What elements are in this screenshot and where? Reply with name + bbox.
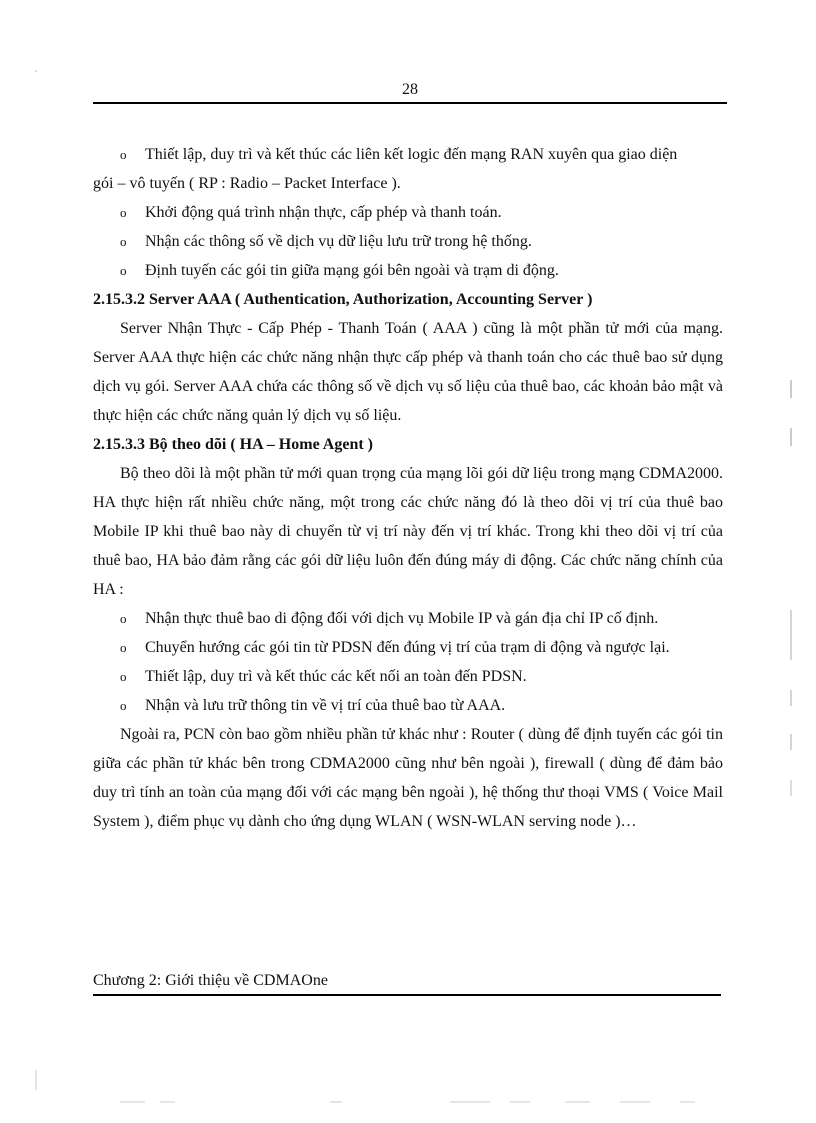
bullet-text-continuation: gói – vô tuyến ( RP : Radio – Packet Interface ). — [93, 175, 401, 192]
bullet-item — [93, 256, 723, 285]
paragraph-aaa: Server Nhận Thực - Cấp Phép - Thanh Toán ( AAA ) cũng là một phần tử mới của mạng. Server AAA thực hiện các chức năng nhận thực cấp phép và thanh toán cho các thuê bao sử dụng dịch vụ gói. Server AAA chứa các thông số về dịch vụ số liệu của thuê bao, các khoản bảo mật và thực hiện các chức năng quản lý dịch vụ số liệu. — [93, 320, 723, 424]
bullet-marker: o — [120, 669, 127, 684]
bullet-text: Chuyển hướng các gói tin từ PDSN đến đúng vị trí của trạm di động và ngược lại. — [145, 639, 670, 656]
bullet-item — [93, 227, 723, 256]
bullet-marker: o — [120, 640, 127, 655]
footer-rule — [93, 994, 721, 996]
bullet-item — [93, 198, 723, 227]
bullet-item — [93, 633, 723, 662]
bullet-marker: o — [120, 147, 127, 162]
bullet-text: Nhận các thông số về dịch vụ dữ liệu lưu trữ trong hệ thống. — [145, 233, 532, 250]
section-heading-ha: 2.15.3.3 Bộ theo dõi ( HA – Home Agent ) — [93, 436, 373, 453]
bullet-text: Thiết lập, duy trì và kết thúc các kết nối an toàn đến PDSN. — [145, 668, 527, 685]
bullet-marker: o — [120, 234, 127, 249]
bullet-item — [93, 604, 723, 633]
bullet-item — [93, 140, 723, 198]
footer-chapter-label: Chương 2: Giới thiệu về CDMAOne — [93, 972, 328, 989]
bullet-text: Khởi động quá trình nhận thực, cấp phép và thanh toán. — [145, 204, 502, 221]
bullet-text: Thiết lập, duy trì và kết thúc các liên kết logic đến mạng RAN xuyên qua giao diện — [145, 146, 678, 163]
bullet-marker: o — [120, 263, 127, 278]
header-rule — [93, 102, 727, 104]
bullet-marker: o — [120, 611, 127, 626]
bullet-text: Nhận và lưu trữ thông tin về vị trí của thuê bao từ AAA. — [145, 697, 506, 714]
bullet-item — [93, 691, 723, 720]
section-heading-aaa: 2.15.3.2 Server AAA ( Authentication, Authorization, Accounting Server ) — [93, 291, 593, 308]
bullet-text: Định tuyến các gói tin giữa mạng gói bên ngoài và trạm di động. — [145, 262, 559, 279]
bullet-item — [93, 662, 723, 691]
bullet-marker: o — [120, 698, 127, 713]
bullet-text: Nhận thực thuê bao di động đối với dịch vụ Mobile IP và gán địa chỉ IP cố định. — [145, 610, 659, 627]
page-number: 28 — [402, 81, 418, 98]
page-content — [93, 140, 723, 836]
closing-paragraph: Ngoài ra, PCN còn bao gồm nhiều phần tử khác như : Router ( dùng để định tuyến các gói tin giữa các phần tử khác bên trong CDMA2000 cũng như bên ngoài ), firewall ( dùng để đảm bảo duy trì tính an toàn của mạng đối với các mạng bên ngoài ), hệ thống thư thoại VMS ( Voice Mail System ), điểm phục vụ dành cho ứng dụng WLAN ( WSN-WLAN serving node )… — [93, 726, 723, 830]
paragraph-ha: Bộ theo dõi là một phần tử mới quan trọng của mạng lõi gói dữ liệu trong mạng CDMA2000. HA thực hiện rất nhiều chức năng, một trong các chức năng đó là theo dõi vị trí của thuê bao Mobile IP khi thuê bao này di chuyển từ vị trí này đến vị trí khác. Trong khi theo dõi vị trí của thuê bao, HA bảo đảm rằng các gói dữ liệu luôn đến đúng máy di động. Các chức năng chính của HA : — [93, 465, 723, 598]
bullet-marker: o — [120, 205, 127, 220]
